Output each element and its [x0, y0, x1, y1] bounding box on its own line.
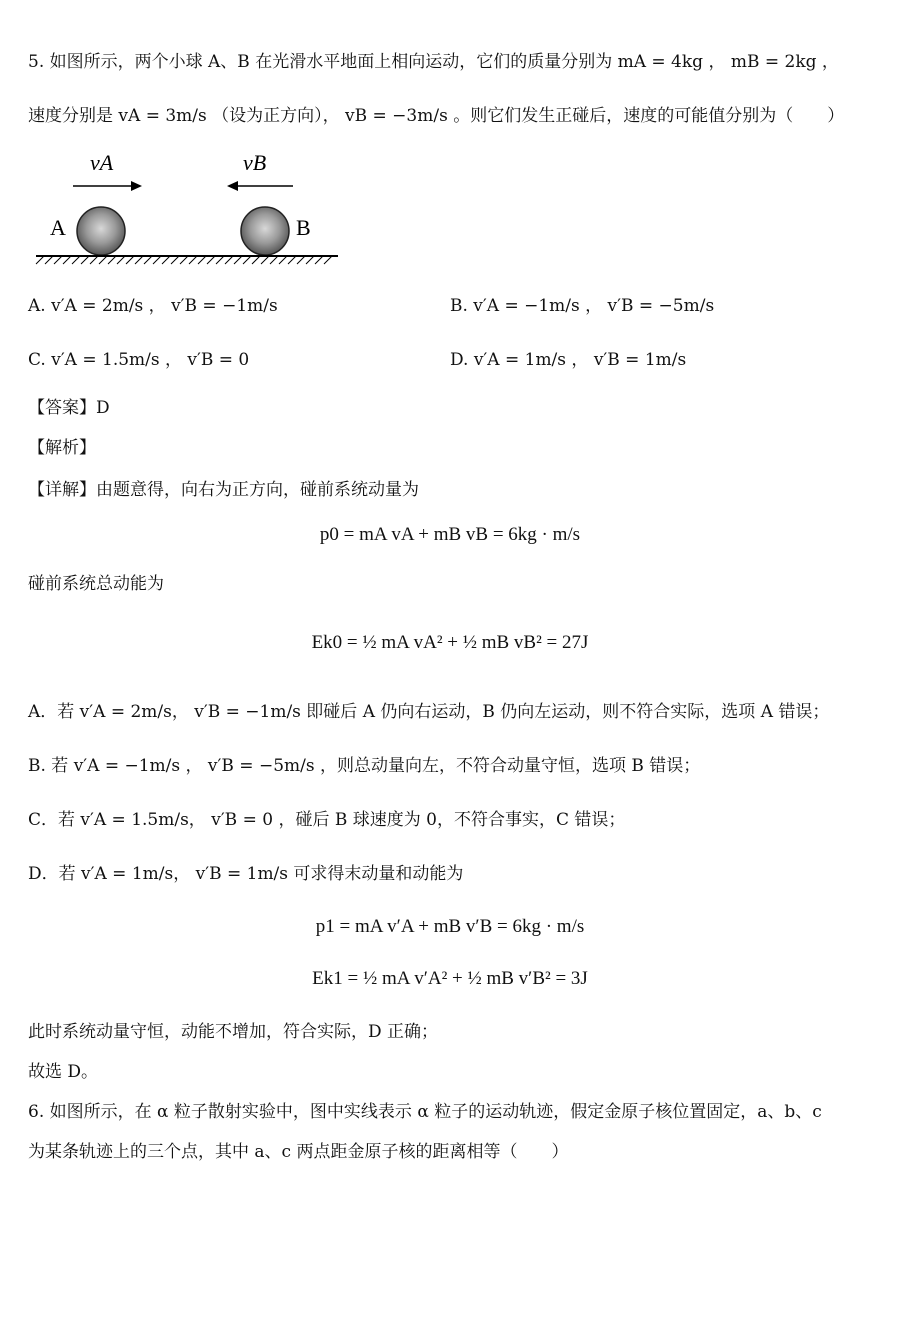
q5-stem-line2: 速度分别是 vA = 3m/s （设为正方向）， vB = −3m/s 。则它们发生正碰后，速度的可能值分别为（ ）: [28, 106, 845, 126]
q5-option-a: A. v′A = 2m/s ， v′B = −1m/s: [28, 296, 278, 316]
q6-stem-line1: 6. 如图所示，在 α 粒子散射实验中，图中实线表示 α 粒子的运动轨迹，假定金原子核位置固定，a、b、c: [28, 1102, 822, 1122]
equation-ek1: Ek1 = ½ mA v′A² + ½ mB v′B² = 3J: [312, 968, 588, 989]
q5-option-d: D. v′A = 1m/s ， v′B = 1m/s: [450, 350, 687, 370]
ball-b: [241, 207, 289, 255]
q5-analysis-title: 【解析】: [28, 438, 96, 458]
q5-figure: [28, 140, 348, 270]
q5-option-b: B. v′A = −1m/s ， v′B = −5m/s: [450, 296, 715, 316]
q5-stem-line1: 5. 如图所示，两个小球 A、B 在光滑水平地面上相向运动，它们的质量分别为 mA = 4kg ， mB = 2kg ，: [28, 52, 839, 72]
equation-ek0: Ek0 = ½ mA vA² + ½ mB vB² = 27J: [311, 632, 589, 653]
q5-explanation-a: A．若 v′A = 2m/s， v′B = −1m/s 即碰后 A 仍向右运动，B 仍向左运动，则不符合实际，选项 A 错误；: [28, 702, 830, 722]
ball-a: [77, 207, 125, 255]
equation-p0: p0 = mA vA + mB vB = 6kg · m/s: [319, 524, 581, 545]
q5-detail-intro: 【详解】由题意得，向右为正方向，碰前系统动量为: [28, 480, 419, 500]
velocity-b-arrowhead: [227, 181, 238, 191]
equation-p1: p1 = mA v′A + mB v′B = 6kg · m/s: [315, 916, 585, 937]
q5-ek-intro: 碰前系统总动能为: [28, 574, 164, 594]
q5-answer: 【答案】D: [28, 398, 110, 418]
q5-final-choice: 故选 D。: [28, 1062, 99, 1082]
ball-a-label: A: [50, 215, 66, 240]
q5-option-c: C. v′A = 1.5m/s ， v′B = 0: [28, 350, 250, 370]
ball-b-label: B: [296, 215, 311, 240]
q5-explanation-c: C．若 v′A = 1.5m/s， v′B = 0 ，碰后 B 球速度为 0，不符合事实，C 错误；: [28, 810, 626, 830]
ground-hatching: [36, 256, 332, 264]
velocity-b-label: vB: [243, 150, 267, 175]
q5-explanation-d: D．若 v′A = 1m/s， v′B = 1m/s 可求得末动量和动能为: [28, 864, 464, 884]
q5-explanation-b: B. 若 v′A = −1m/s ， v′B = −5m/s ，则总动量向左，不符合动量守恒，选项 B 错误；: [28, 756, 701, 776]
velocity-a-arrowhead: [131, 181, 142, 191]
velocity-a-label: vA: [90, 150, 114, 175]
q5-conclusion: 此时系统动量守恒，动能不增加，符合实际，D 正确；: [28, 1022, 439, 1042]
q6-stem-line2: 为某条轨迹上的三个点，其中 a、c 两点距金原子核的距离相等（ ）: [28, 1142, 569, 1162]
